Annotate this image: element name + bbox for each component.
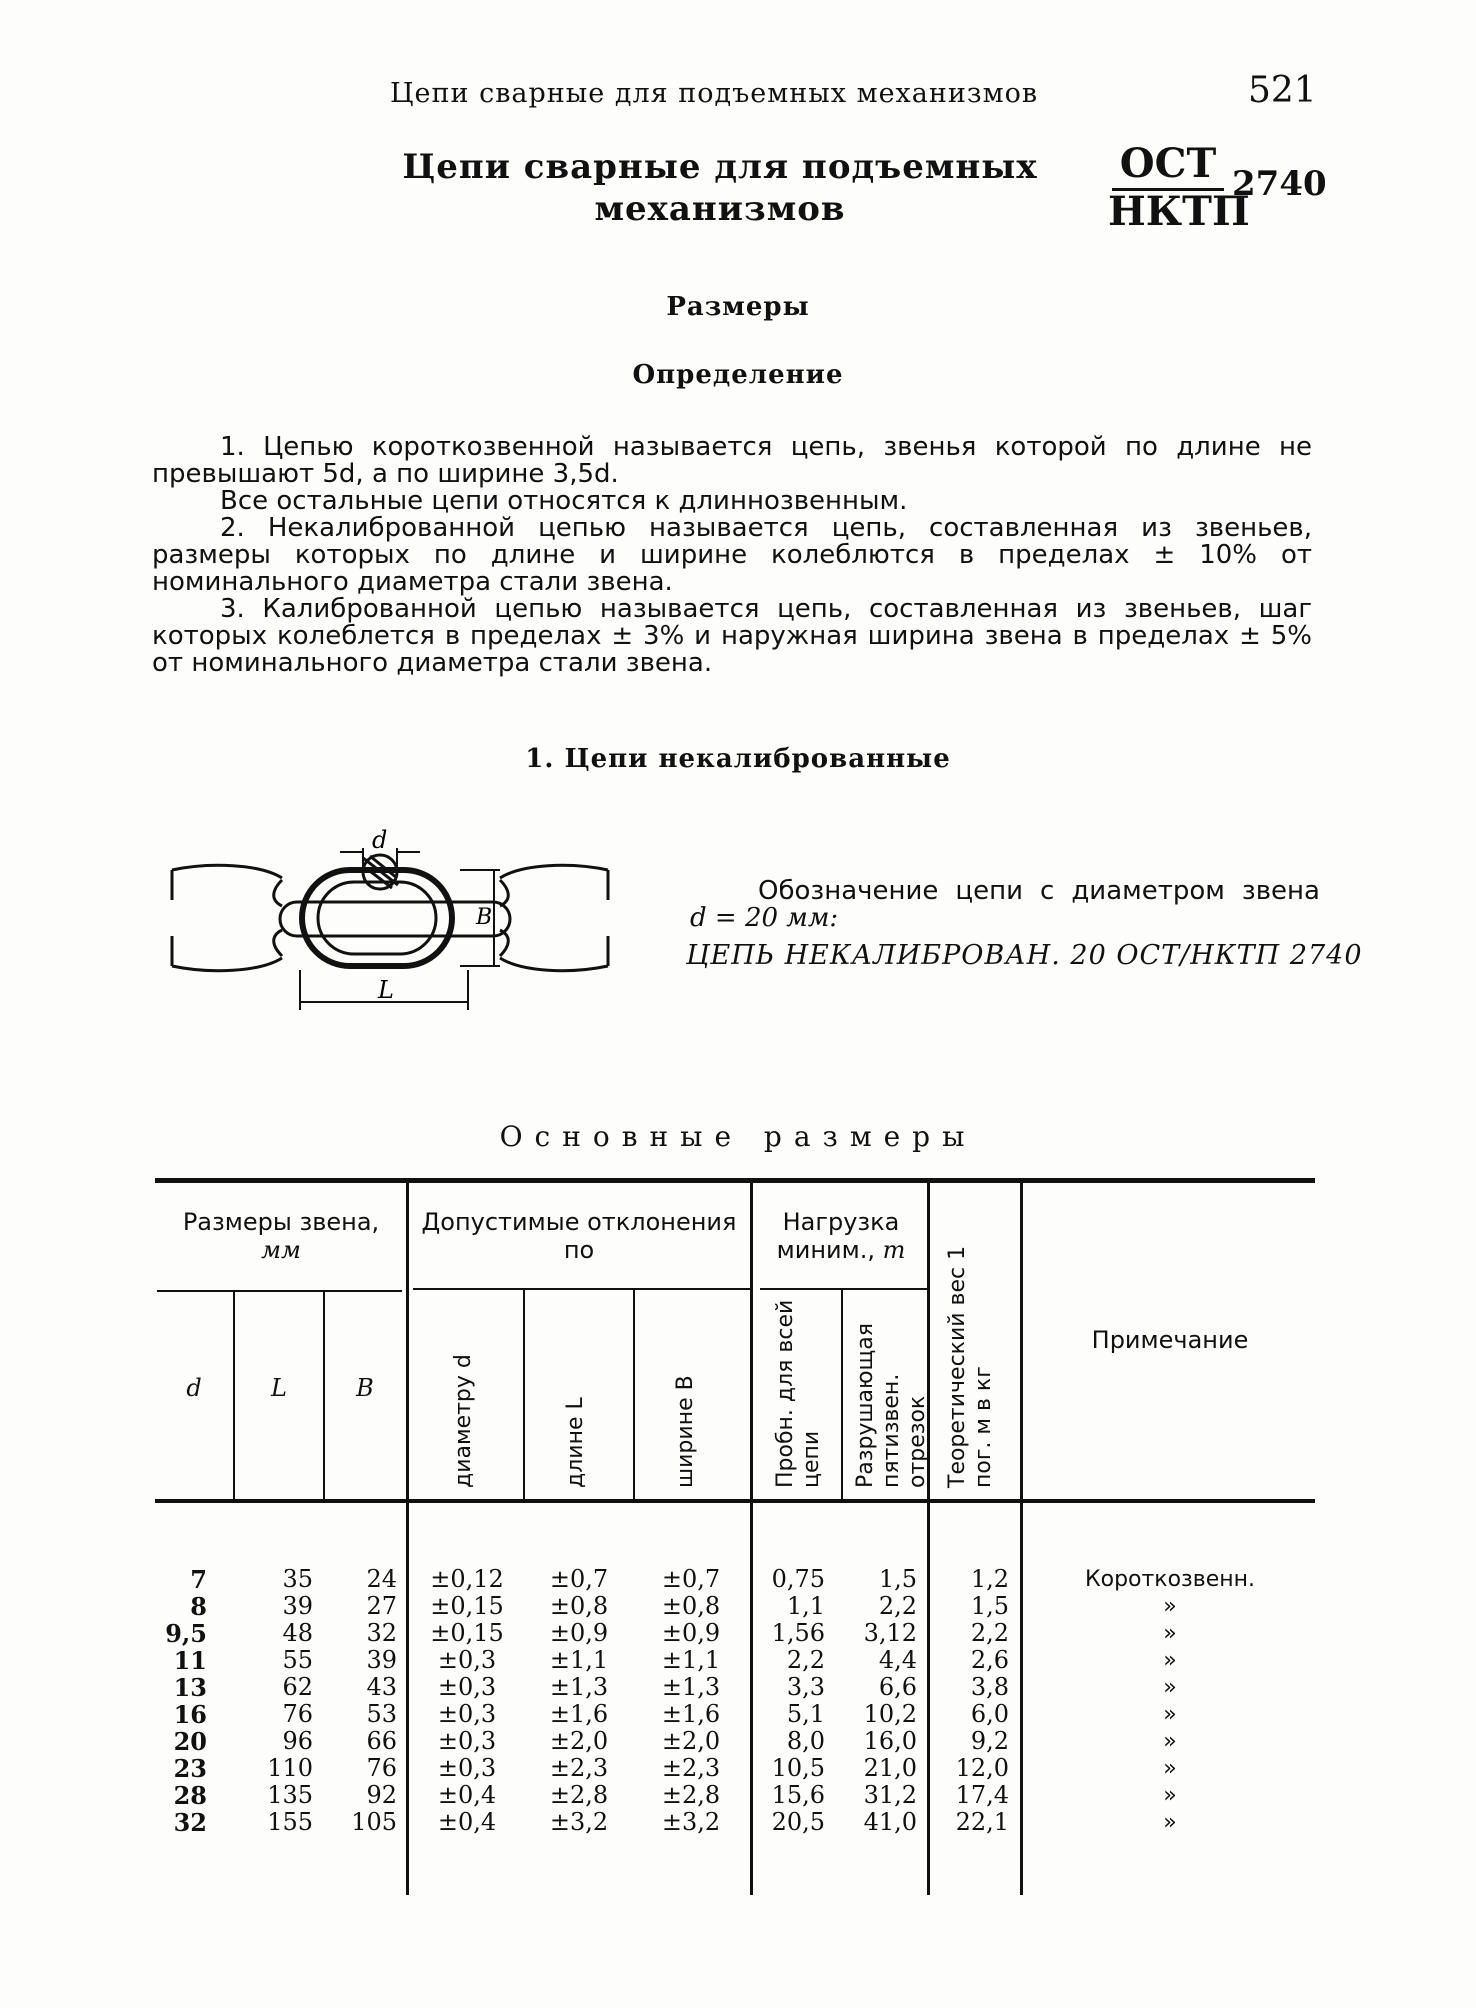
column-break xyxy=(845,1566,917,1836)
table-cell-break: 21,0 xyxy=(863,1754,917,1782)
column-l xyxy=(235,1566,313,1836)
table-cell-proof: 3,3 xyxy=(786,1673,825,1701)
column-weight xyxy=(933,1566,1009,1836)
table-cell-weight: 1,2 xyxy=(970,1565,1009,1593)
column-b xyxy=(325,1566,397,1836)
table-cell-l: 35 xyxy=(282,1565,313,1593)
table-cell-dev-l: ±0,8 xyxy=(549,1592,609,1620)
table-cell-d: 16 xyxy=(173,1700,207,1729)
table-cell-l: 155 xyxy=(267,1808,313,1836)
table-cell-dev-b: ±0,7 xyxy=(661,1565,721,1593)
table-cell-l: 110 xyxy=(267,1754,313,1782)
table-top-rule xyxy=(155,1178,1315,1183)
table-cell-weight: 1,5 xyxy=(970,1592,1009,1620)
table-cell-dev-d: ±0,3 xyxy=(437,1646,497,1674)
title-line-1: Цепи сварные для подъемных xyxy=(402,147,1038,187)
table-cell-weight: 12,0 xyxy=(955,1754,1009,1782)
table-cell-d: 23 xyxy=(173,1754,207,1783)
dimensions-table xyxy=(155,1178,1315,1898)
table-cell-break: 2,2 xyxy=(878,1592,917,1620)
header-dev-d: диаметру d xyxy=(451,1354,476,1488)
table-cell-l: 96 xyxy=(282,1727,313,1755)
table-cell-b: 24 xyxy=(366,1565,397,1593)
table-cell-dev-l: ±0,7 xyxy=(549,1565,609,1593)
table-cell-dev-d: ±0,12 xyxy=(430,1565,504,1593)
table-cell-dev-d: ±0,15 xyxy=(430,1592,504,1620)
table-cell-break: 4,4 xyxy=(878,1646,917,1674)
table-cell-weight: 3,8 xyxy=(970,1673,1009,1701)
table-cell-dev-d: ±0,3 xyxy=(437,1754,497,1782)
table-cell-note: » xyxy=(1163,1621,1177,1646)
table-cell-note: » xyxy=(1163,1675,1177,1700)
table-title: Основные размеры xyxy=(499,1120,977,1153)
header-link-size-unit: мм xyxy=(261,1236,301,1264)
column-d xyxy=(155,1566,207,1836)
divider-4 xyxy=(1020,1183,1023,1895)
table-cell-break: 1,5 xyxy=(878,1565,917,1593)
header-note: Примечание xyxy=(1091,1326,1249,1354)
table-cell-dev-d: ±0,3 xyxy=(437,1727,497,1755)
table-cell-dev-l: ±2,3 xyxy=(549,1754,609,1782)
table-cell-dev-b: ±1,6 xyxy=(661,1700,721,1728)
header-l: L xyxy=(271,1374,287,1402)
dim-label-l: L xyxy=(378,976,394,1004)
section-heading-opredelenie: Определение xyxy=(632,360,844,390)
divider-2 xyxy=(750,1183,753,1895)
table-cell-note: » xyxy=(1163,1810,1177,1835)
header-deviation: Допустимые отклонения по xyxy=(421,1208,737,1264)
divider-devd-devl xyxy=(523,1290,525,1500)
paragraph-3: 2. Некалиброванной цепью называется цепь, составленная из звеньев, размеры которых по длине и ширине колеблются в пределах ± 10% от номинального диаметра стали звена. xyxy=(152,513,1312,597)
designation-intro-line-2: d = 20 мм: xyxy=(690,903,839,933)
table-cell-dev-l: ±2,8 xyxy=(549,1781,609,1809)
section-heading-1: 1. Цепи некалиброванные xyxy=(525,744,951,774)
title-line-2: механизмов xyxy=(594,189,846,229)
header-load xyxy=(755,1208,927,1264)
designation-intro xyxy=(690,878,1320,932)
table-cell-proof: 8,0 xyxy=(786,1727,825,1755)
table-cell-dev-b: ±1,3 xyxy=(661,1673,721,1701)
table-cell-dev-b: ±0,8 xyxy=(661,1592,721,1620)
table-cell-dev-l: ±2,0 xyxy=(549,1727,609,1755)
document-title xyxy=(400,146,1040,230)
table-cell-dev-d: ±0,3 xyxy=(437,1700,497,1728)
table-cell-b: 39 xyxy=(366,1646,397,1674)
header-dev-b: ширине B xyxy=(673,1375,698,1488)
definitions-text xyxy=(152,434,1312,677)
table-cell-d: 32 xyxy=(173,1808,207,1837)
table-cell-break: 3,12 xyxy=(863,1619,917,1647)
table-cell-dev-d: ±0,3 xyxy=(437,1673,497,1701)
header-dev-l: длине L xyxy=(563,1397,588,1488)
table-cell-dev-b: ±1,1 xyxy=(661,1646,721,1674)
standard-number: 2740 xyxy=(1232,164,1327,204)
table-cell-dev-d: ±0,4 xyxy=(437,1808,497,1836)
table-cell-note: Короткозвенн. xyxy=(1084,1567,1256,1592)
table-cell-l: 39 xyxy=(282,1592,313,1620)
dim-label-b: B xyxy=(476,905,493,930)
table-cell-break: 10,2 xyxy=(863,1700,917,1728)
table-header-rule xyxy=(155,1499,1315,1503)
table-cell-b: 76 xyxy=(366,1754,397,1782)
column-dev-d xyxy=(417,1566,517,1836)
paragraph-1: 1. Цепью короткозвенной называется цепь, звенья которой по длине не превышают 5d, а по ширине 3,5d. xyxy=(152,432,1312,489)
table-cell-proof: 1,1 xyxy=(786,1592,825,1620)
table-cell-dev-b: ±2,8 xyxy=(661,1781,721,1809)
divider-devl-devb xyxy=(633,1290,635,1500)
header-link-size-label: Размеры звена, xyxy=(182,1208,380,1236)
table-cell-weight: 17,4 xyxy=(955,1781,1009,1809)
table-cell-proof: 10,5 xyxy=(771,1754,825,1782)
table-cell-break: 41,0 xyxy=(863,1808,917,1836)
header-d: d xyxy=(186,1374,202,1402)
table-cell-dev-d: ±0,4 xyxy=(437,1781,497,1809)
table-cell-dev-l: ±1,6 xyxy=(549,1700,609,1728)
section-heading-razmery: Размеры xyxy=(666,292,810,322)
table-cell-b: 32 xyxy=(366,1619,397,1647)
header-break: Разрушающая пятизвен. отрезок xyxy=(853,1323,930,1488)
table-cell-note: » xyxy=(1163,1702,1177,1727)
table-cell-dev-l: ±3,2 xyxy=(549,1808,609,1836)
column-note xyxy=(1025,1566,1315,1836)
header-weight: Теоретический вес 1 пог. м в кг xyxy=(945,1245,996,1488)
table-cell-break: 6,6 xyxy=(878,1673,917,1701)
table-cell-dev-l: ±1,1 xyxy=(549,1646,609,1674)
table-cell-weight: 2,6 xyxy=(970,1646,1009,1674)
chain-link-diagram xyxy=(150,820,630,1020)
table-cell-weight: 2,2 xyxy=(970,1619,1009,1647)
table-cell-d: 20 xyxy=(173,1727,207,1756)
table-cell-proof: 2,2 xyxy=(786,1646,825,1674)
running-head: Цепи сварные для подъемных механизмов xyxy=(390,78,1039,109)
table-cell-note: » xyxy=(1163,1648,1177,1673)
table-cell-weight: 6,0 xyxy=(970,1700,1009,1728)
table-cell-dev-b: ±0,9 xyxy=(661,1619,721,1647)
designation-intro-line-1: Обозначение цепи с диаметром звена xyxy=(758,876,1320,906)
rule-link-group xyxy=(157,1290,402,1292)
table-cell-d: 9,5 xyxy=(165,1619,207,1648)
divider-3 xyxy=(927,1183,930,1895)
divider-proof-break xyxy=(841,1290,843,1500)
table-cell-break: 31,2 xyxy=(863,1781,917,1809)
table-cell-l: 135 xyxy=(267,1781,313,1809)
table-cell-d: 11 xyxy=(173,1646,207,1675)
table-cell-dev-b: ±2,0 xyxy=(661,1727,721,1755)
header-proof: Пробн. для всей цепи xyxy=(773,1299,824,1488)
table-cell-note: » xyxy=(1163,1594,1177,1619)
rule-deviation-group xyxy=(413,1288,753,1290)
table-cell-d: 8 xyxy=(190,1592,207,1621)
table-cell-break: 16,0 xyxy=(863,1727,917,1755)
table-cell-note: » xyxy=(1163,1783,1177,1808)
table-cell-proof: 1,56 xyxy=(771,1619,825,1647)
paragraph-4: 3. Калиброванной цепью называется цепь, составленная из звеньев, шаг которых колеблется в пределах ± 3% и наружная ширина звена в пределах ± 5% от номинального диаметра стали звена. xyxy=(152,594,1312,678)
table-cell-l: 76 xyxy=(282,1700,313,1728)
paragraph-2: Все остальные цепи относятся к длиннозвенным. xyxy=(220,486,908,516)
table-cell-dev-d: ±0,15 xyxy=(430,1619,504,1647)
table-cell-dev-b: ±2,3 xyxy=(661,1754,721,1782)
table-cell-b: 105 xyxy=(351,1808,397,1836)
table-cell-proof: 0,75 xyxy=(771,1565,825,1593)
standard-code-top: ОСТ xyxy=(1112,140,1224,191)
table-cell-dev-l: ±0,9 xyxy=(549,1619,609,1647)
designation-code: ЦЕПЬ НЕКАЛИБРОВАН. 20 ОСТ/НКТП 2740 xyxy=(686,940,1363,971)
table-cell-proof: 15,6 xyxy=(771,1781,825,1809)
table-cell-b: 27 xyxy=(366,1592,397,1620)
table-cell-b: 53 xyxy=(366,1700,397,1728)
table-cell-d: 7 xyxy=(190,1565,207,1594)
table-cell-note: » xyxy=(1163,1729,1177,1754)
table-cell-l: 62 xyxy=(282,1673,313,1701)
table-cell-weight: 22,1 xyxy=(955,1808,1009,1836)
standard-code-bottom: НКТП xyxy=(1108,188,1250,235)
table-cell-note: » xyxy=(1163,1756,1177,1781)
table-cell-b: 43 xyxy=(366,1673,397,1701)
table-cell-b: 66 xyxy=(366,1727,397,1755)
page-number: 521 xyxy=(1248,70,1317,111)
dim-label-d: d xyxy=(372,826,388,854)
table-cell-d: 13 xyxy=(173,1673,207,1702)
table-cell-dev-b: ±3,2 xyxy=(661,1808,721,1836)
divider-1 xyxy=(406,1183,409,1895)
table-cell-weight: 9,2 xyxy=(970,1727,1009,1755)
header-load-label: Нагрузка миним., xyxy=(776,1208,900,1264)
header-load-unit: т xyxy=(882,1236,906,1264)
header-link-size xyxy=(155,1208,407,1264)
table-cell-l: 48 xyxy=(282,1619,313,1647)
rule-load-group xyxy=(760,1288,930,1290)
table-cell-l: 55 xyxy=(282,1646,313,1674)
column-dev-l xyxy=(527,1566,631,1836)
table-cell-proof: 5,1 xyxy=(786,1700,825,1728)
table-cell-dev-l: ±1,3 xyxy=(549,1673,609,1701)
table-cell-proof: 20,5 xyxy=(771,1808,825,1836)
column-proof xyxy=(755,1566,825,1836)
table-cell-d: 28 xyxy=(173,1781,207,1810)
column-dev-b xyxy=(639,1566,743,1836)
table-cell-b: 92 xyxy=(366,1781,397,1809)
header-b: B xyxy=(356,1374,374,1402)
